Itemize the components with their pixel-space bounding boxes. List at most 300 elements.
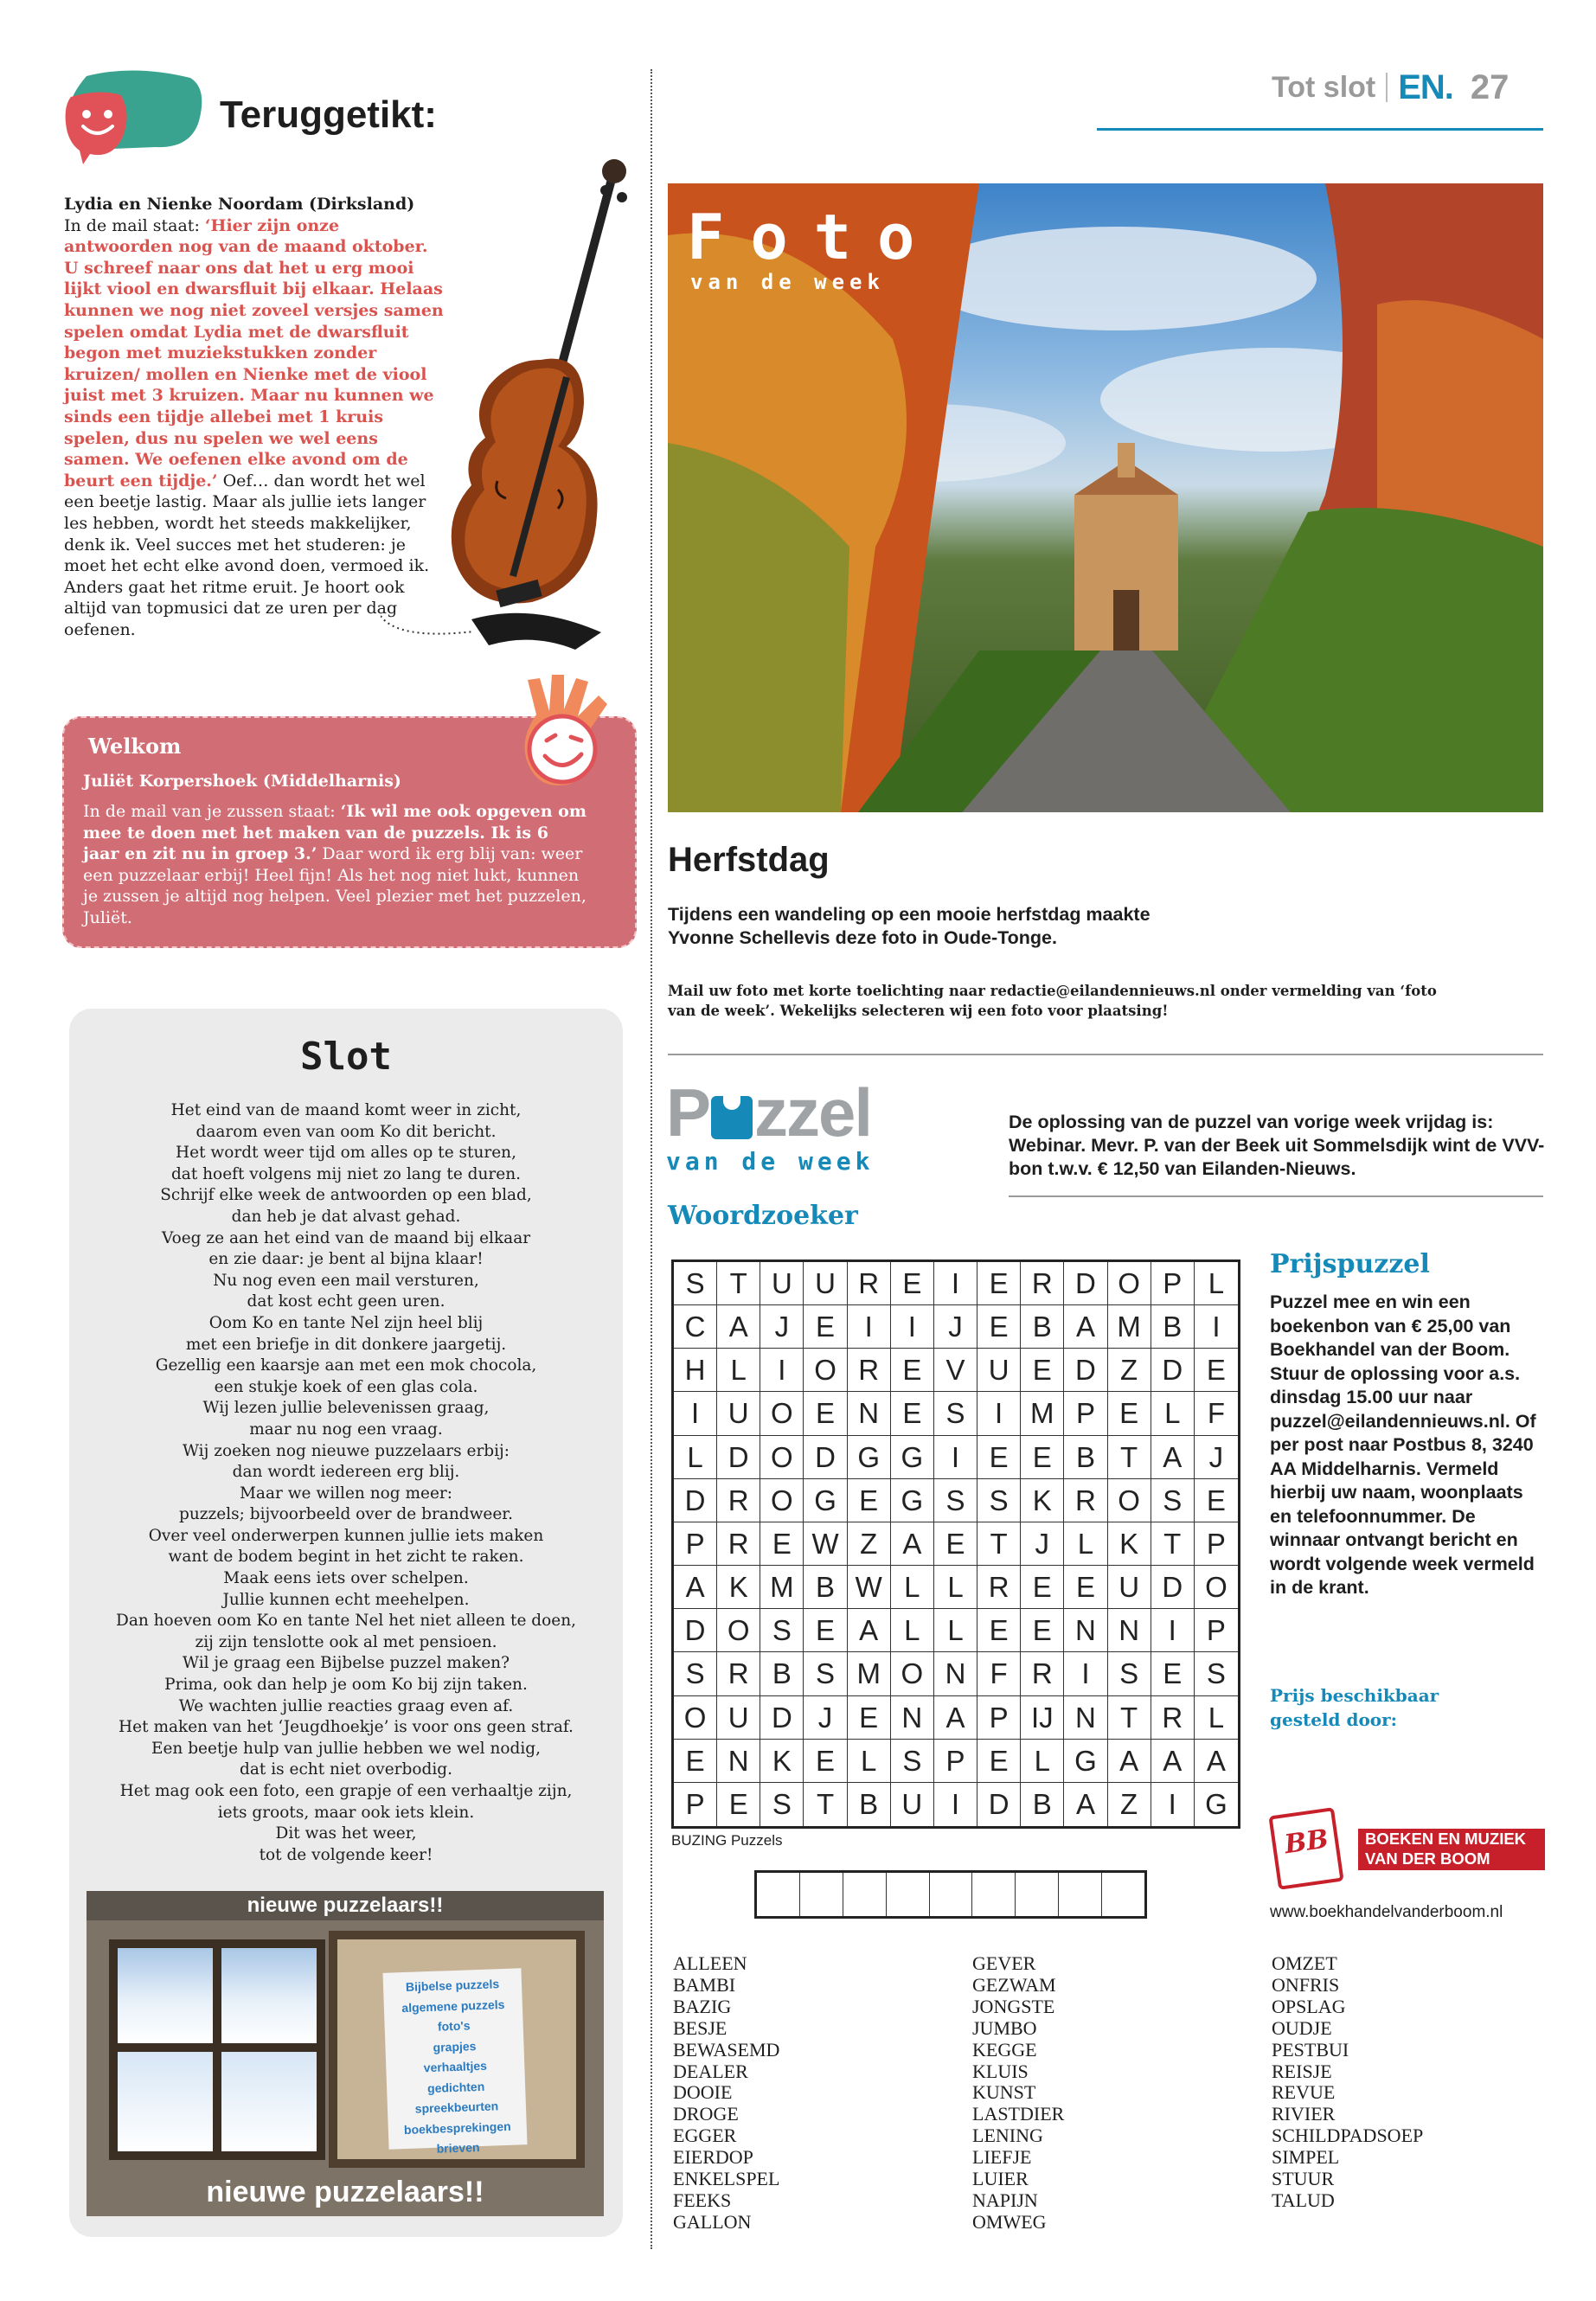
grid-cell[interactable]: L <box>1064 1522 1107 1566</box>
grid-cell[interactable]: E <box>1195 1479 1238 1522</box>
grid-cell[interactable]: I <box>760 1349 804 1392</box>
word-list-item: TALUD <box>1272 2189 1335 2211</box>
grid-cell[interactable]: E <box>848 1696 891 1740</box>
word-list-item: GEVER <box>972 1952 1036 1974</box>
grid-cell[interactable]: E <box>848 1479 891 1522</box>
poem-line: dat hoeft volgens mij niet zo lang te duren. <box>170 1164 522 1183</box>
slot-poem <box>69 1100 623 1866</box>
grid-cell[interactable]: U <box>1108 1566 1151 1609</box>
grid-cell[interactable]: R <box>1021 1652 1064 1695</box>
grid-cell[interactable]: D <box>804 1436 847 1479</box>
grid-cell[interactable]: A <box>1064 1783 1107 1826</box>
grid-cell[interactable]: E <box>977 1305 1021 1349</box>
grid-cell[interactable]: A <box>1064 1305 1107 1349</box>
board-header: nieuwe puzzelaars!! <box>87 1891 604 1920</box>
prijspuzzel-title: Prijspuzzel <box>1270 1249 1430 1279</box>
word-list-item: GALLON <box>673 2210 752 2233</box>
word-list-item: LENING <box>972 2125 1043 2147</box>
grid-cell[interactable]: P <box>1151 1262 1195 1305</box>
grid-cell[interactable]: E <box>891 1262 934 1305</box>
sponsor-label: Prijs beschikbaar gesteld door: <box>1270 1685 1439 1730</box>
letter-reply: Oef… dan wordt het wel een beetje lastig. Maar als jullie iets langer les hebben, wordt het steeds makkelijker, denk ik. Veel succes met het studeren: je moet het echt elke avond doen, vermoed ik. Anders gaat het ritme eruit. Je hoort ook altijd van topmusici dat ze uren per dag oefenen. <box>64 471 430 639</box>
grid-cell[interactable]: R <box>1021 1262 1064 1305</box>
grid-cell[interactable]: E <box>804 1609 847 1652</box>
grid-cell[interactable]: N <box>1064 1609 1107 1652</box>
poem-line: Jullie kunnen echt meehelpen. <box>222 1590 470 1609</box>
grid-cell[interactable]: D <box>977 1783 1021 1826</box>
grid-cell[interactable]: O <box>1108 1479 1151 1522</box>
word-list-item: LUIER <box>972 2168 1029 2190</box>
word-list-item: ALLEEN <box>673 1952 747 1974</box>
grid-cell[interactable]: U <box>717 1392 760 1435</box>
grid-cell[interactable]: E <box>1151 1652 1195 1695</box>
grid-cell[interactable]: E <box>1021 1436 1064 1479</box>
poem-line: tot de volgende keer! <box>259 1845 433 1864</box>
poem-line: dat kost echt geen uren. <box>247 1292 445 1311</box>
grid-cell[interactable]: O <box>717 1609 760 1652</box>
welkom-who: Juliët Korpershoek (Middelharnis) <box>83 772 401 791</box>
grid-cell[interactable]: Z <box>1108 1349 1151 1392</box>
grid-cell[interactable]: N <box>934 1652 977 1695</box>
grid-cell[interactable]: D <box>674 1479 717 1522</box>
grid-cell[interactable]: C <box>674 1305 717 1349</box>
burlap-board <box>329 1931 585 2168</box>
grid-cell[interactable]: W <box>804 1522 847 1566</box>
grid-cell[interactable]: R <box>717 1652 760 1695</box>
grid-cell[interactable]: E <box>977 1609 1021 1652</box>
grid-cell[interactable]: I <box>891 1305 934 1349</box>
poem-line: Het mag ook een foto, een grapje of een verhaaltje zijn, <box>119 1782 573 1800</box>
grid-cell[interactable]: O <box>760 1392 804 1435</box>
answer-boxes[interactable] <box>754 1870 1147 1919</box>
grid-cell[interactable]: F <box>1195 1392 1238 1435</box>
word-list-item: BAZIG <box>673 1995 732 2017</box>
grid-cell[interactable]: V <box>934 1349 977 1392</box>
grid-cell[interactable]: I <box>848 1305 891 1349</box>
grid-cell[interactable]: O <box>804 1349 847 1392</box>
board-note-line: algemene puzzels <box>401 1997 505 2015</box>
board-note-line: verhaaltjes <box>423 2058 488 2075</box>
puzzle-piece-icon <box>711 1096 753 1139</box>
answer-box[interactable] <box>887 1873 930 1916</box>
word-list-item: OMWEG <box>972 2210 1047 2233</box>
column-divider <box>651 69 652 2249</box>
grid-cell[interactable]: S <box>804 1652 847 1695</box>
teruggetikt-title: Teruggetikt: <box>220 93 437 136</box>
sponsor-line-2: VAN DER BOOM <box>1365 1849 1490 1868</box>
grid-cell[interactable]: P <box>1195 1522 1238 1566</box>
page-header <box>1272 66 1548 109</box>
woordzoeker-grid <box>671 1259 1240 1829</box>
sponsor-book-icon <box>1268 1807 1343 1890</box>
grid-cell[interactable]: E <box>804 1740 847 1783</box>
answer-box[interactable] <box>1059 1873 1102 1916</box>
speech-bubble-icon <box>61 69 208 164</box>
grid-cell[interactable]: P <box>977 1696 1021 1740</box>
grid-cell[interactable]: N <box>1064 1696 1107 1740</box>
word-list-item: DEALER <box>673 2060 748 2082</box>
poem-line: Oom Ko en tante Nel zijn heel blij <box>208 1313 484 1332</box>
grid-cell[interactable]: Z <box>848 1522 891 1566</box>
grid-cell[interactable]: L <box>934 1609 977 1652</box>
poem-line: Nu nog even een mail versturen, <box>213 1271 479 1290</box>
grid-cell[interactable]: A <box>934 1696 977 1740</box>
grid-cell[interactable]: E <box>934 1522 977 1566</box>
puzzel-logo <box>666 1074 908 1176</box>
word-list-item: NAPIJN <box>972 2189 1038 2211</box>
grid-cell[interactable]: O <box>891 1652 934 1695</box>
grid-cell[interactable]: A <box>891 1522 934 1566</box>
grid-cell[interactable]: E <box>717 1783 760 1826</box>
grid-cell[interactable]: E <box>977 1262 1021 1305</box>
poem-line: Over veel onderwerpen kunnen jullie iets maken <box>148 1526 544 1545</box>
poem-line: Schrijf elke week de antwoorden op een blad, <box>160 1186 532 1205</box>
nieuwe-puzzelaars-image <box>87 1891 604 2216</box>
grid-cell[interactable]: G <box>1205 1787 1227 1820</box>
grid-cell[interactable]: D <box>1151 1349 1195 1392</box>
grid-cell[interactable]: I <box>1151 1783 1195 1826</box>
word-list-item: SCHILDPADSOEP <box>1272 2125 1424 2147</box>
grid-cell[interactable]: L <box>1021 1740 1064 1783</box>
prijspuzzel-text: Puzzel mee en win een boekenbon van € 25,00 van Boekhandel van der Boom. Stuur de oplossing voor a.s. dinsdag 15.00 uur naar puzzel@eilandennieuws.nl. Of per post naar Postbus 8, 3240 AA Middelharnis. Vermeld hierbij uw naam, woonplaats en telefoonnummer. De winnaar ontvangt bericht en wordt volgende week vermeld in de krant. <box>1270 1292 1536 1598</box>
word-list-item: LASTDIER <box>972 2103 1065 2125</box>
word-list-item: SIMPEL <box>1272 2146 1340 2169</box>
grid-cell[interactable]: W <box>848 1566 891 1609</box>
grid-cell[interactable]: M <box>760 1566 804 1609</box>
word-list-item: ONFRIS <box>1272 1973 1340 1996</box>
poem-line: en zie daar: je bent al bijna klaar! <box>208 1250 484 1269</box>
grid-cell[interactable]: R <box>848 1262 891 1305</box>
grid-cell[interactable]: A <box>1151 1436 1195 1479</box>
grid-cell[interactable]: G <box>891 1479 934 1522</box>
grid-cell[interactable]: L <box>717 1349 760 1392</box>
word-list-item: STUUR <box>1272 2168 1335 2190</box>
grid-cell[interactable]: IJ <box>1021 1696 1064 1740</box>
grid-cell[interactable]: G <box>804 1479 847 1522</box>
dotted-connector <box>381 614 476 649</box>
grid-cell[interactable]: M <box>1108 1305 1151 1349</box>
puzzel-logo-pre: P <box>666 1074 710 1150</box>
grid-cell[interactable]: B <box>1021 1783 1064 1826</box>
grid-cell[interactable]: E <box>804 1392 847 1435</box>
board-footer: nieuwe puzzelaars!! <box>206 2176 484 2208</box>
grid-cell[interactable]: K <box>1108 1522 1151 1566</box>
word-list-item: REVUE <box>1272 2081 1336 2104</box>
grid-cell[interactable]: O <box>1195 1566 1238 1609</box>
grid-cell[interactable]: N <box>717 1740 760 1783</box>
puzzel-credit: BUZING Puzzels <box>671 1832 783 1849</box>
grid-cell[interactable]: T <box>1108 1696 1151 1740</box>
grid-cell[interactable]: O <box>674 1696 717 1740</box>
grid-cell[interactable]: E <box>1021 1609 1064 1652</box>
sponsor-line-1: BOEKEN EN MUZIEK <box>1365 1830 1527 1848</box>
grid-cell[interactable]: S <box>1108 1652 1151 1695</box>
grid-cell[interactable]: P <box>674 1783 717 1826</box>
grid-cell[interactable]: U <box>717 1696 760 1740</box>
poem-line: puzzels; bijvoorbeeld over de brandweer. <box>179 1505 513 1524</box>
grid-cell[interactable]: B <box>804 1566 847 1609</box>
grid-cell[interactable]: R <box>1151 1696 1195 1740</box>
grid-cell[interactable]: D <box>1064 1349 1107 1392</box>
poem-line: Een beetje hulp van jullie hebben we wel nodig, <box>151 1739 542 1758</box>
word-list-item: RIVIER <box>1272 2103 1336 2125</box>
poem-line: Dit was het weer, <box>275 1824 417 1843</box>
board-note-line: brieven <box>436 2140 480 2156</box>
answer-box[interactable] <box>1016 1873 1059 1916</box>
letter-intro: In de mail staat: <box>64 215 205 235</box>
grid-cell[interactable]: U <box>804 1262 847 1305</box>
letter-sender: Lydia en Nienke Noordam (Dirksland) <box>64 195 415 214</box>
grid-cell[interactable]: I <box>934 1262 977 1305</box>
poem-line: Dan hoeven oom Ko en tante Nel het niet alleen te doen, <box>115 1612 577 1631</box>
sponsor-logo-letters: BB <box>1282 1823 1330 1861</box>
sponsor-logo <box>1270 1811 1545 1874</box>
word-list-item: PESTBUI <box>1272 2038 1349 2061</box>
grid-cell[interactable]: N <box>848 1392 891 1435</box>
poem-line: dan wordt iedereen erg blij. <box>232 1463 460 1482</box>
hand-smiley-icon <box>502 671 631 801</box>
word-list-col-1 <box>673 1953 779 2234</box>
grid-cell[interactable]: E <box>1108 1392 1151 1435</box>
answer-box[interactable] <box>843 1873 887 1916</box>
grid-cell[interactable]: A <box>848 1609 891 1652</box>
grid-cell[interactable]: G <box>1064 1740 1107 1783</box>
word-list-col-3 <box>1272 1953 1423 2212</box>
word-list-item: REISJE <box>1272 2060 1332 2082</box>
grid-cell[interactable]: I <box>674 1392 717 1435</box>
grid-cell[interactable]: N <box>1108 1609 1151 1652</box>
grid-cell[interactable]: E <box>674 1740 717 1783</box>
grid-cell[interactable]: B <box>760 1652 804 1695</box>
grid-cell[interactable]: J <box>1195 1436 1238 1479</box>
grid-cell[interactable]: M <box>1021 1392 1064 1435</box>
grid-cell[interactable]: E <box>1021 1349 1064 1392</box>
grid-cell[interactable]: E <box>1195 1349 1238 1392</box>
grid-cell[interactable]: E <box>804 1305 847 1349</box>
word-list-col-2 <box>972 1953 1064 2234</box>
grid-cell[interactable]: R <box>977 1566 1021 1609</box>
grid-cell[interactable]: D <box>1064 1262 1107 1305</box>
grid-cell[interactable]: S <box>760 1609 804 1652</box>
grid-cell[interactable]: T <box>717 1262 760 1305</box>
grid-cell[interactable]: L <box>934 1566 977 1609</box>
welkom-quote: ‘Ik wil me ook opgeven om mee te doen met het maken van de puzzels. Ik is 6 jaar en zit nu in groep 3.’ <box>83 802 586 863</box>
letter-quote: ‘Hier zijn onze antwoorden nog van de maand oktober. U schreef naar ons dat het u erg mooi lijkt viool en dwarsfluit bij elkaar. Helaas kunnen we nog niet zoveel versjes samen spelen omdat Lydia met de dwarsfluit begon met muziekstukken zonder kruizen/ mollen en Nienke met de viool juist met 3 kruizen. Maar nu kunnen we sinds een tijdje allebei met 1 kruis spelen, dus nu spelen we wel eens samen. We oefenen elke avond om de beurt een tijdje.’ <box>64 215 444 490</box>
puzzel-type: Woordzoeker <box>668 1201 858 1231</box>
foto-caption: Tijdens een wandeling op een mooie herfstdag maakte Yvonne Schellevis deze foto in Oude-Tonge. <box>668 904 1151 948</box>
grid-cell[interactable]: J <box>1021 1522 1064 1566</box>
poem-line: met een briefje in dit donkere jaargetij. <box>185 1335 507 1354</box>
grid-cell[interactable]: U <box>891 1783 934 1826</box>
grid-cell[interactable]: S <box>977 1479 1021 1522</box>
word-list-item: OMZET <box>1272 1952 1337 1974</box>
grid-cell[interactable]: D <box>760 1696 804 1740</box>
grid-cell[interactable]: R <box>717 1522 760 1566</box>
word-list-item: OPSLAG <box>1272 1995 1346 2017</box>
grid-cell[interactable]: O <box>760 1479 804 1522</box>
grid-cell[interactable]: R <box>717 1479 760 1522</box>
grid-cell[interactable]: B <box>1021 1305 1064 1349</box>
answer-box[interactable] <box>930 1873 973 1916</box>
grid-cell[interactable]: I <box>1195 1305 1238 1349</box>
foto-overlay-title: Foto <box>687 201 941 273</box>
brand-logo: EN. <box>1398 67 1453 106</box>
violin-image <box>437 152 636 654</box>
grid-cell[interactable]: L <box>1195 1262 1238 1305</box>
board-note-line: foto's <box>437 2018 471 2034</box>
word-list-item: BEWASEMD <box>673 2038 780 2061</box>
word-list-item: EIERDOP <box>673 2146 753 2169</box>
grid-cell[interactable]: E <box>891 1392 934 1435</box>
grid-cell[interactable]: S <box>1151 1479 1195 1522</box>
word-list-item: BESJE <box>673 2016 727 2039</box>
slot-title: Slot <box>300 1035 392 1079</box>
grid-cell[interactable]: B <box>848 1783 891 1826</box>
grid-cell[interactable]: R <box>1064 1479 1107 1522</box>
foto-van-de-week-image <box>668 183 1543 812</box>
grid-cell[interactable]: K <box>717 1566 760 1609</box>
grid-cell[interactable]: K <box>1021 1479 1064 1522</box>
poem-line: Wij zoeken nog nieuwe puzzelaars erbij: <box>182 1441 510 1460</box>
puzzel-logo-post: zzel <box>754 1074 872 1150</box>
solution-rule <box>1009 1195 1543 1197</box>
grid-cell[interactable]: T <box>977 1522 1021 1566</box>
grid-cell[interactable]: E <box>1021 1566 1064 1609</box>
grid-cell[interactable]: A <box>674 1566 717 1609</box>
welkom-reply: Daar word ik erg blij van: weer een puzzelaar erbij! Heel fijn! Als het nog niet lukt, kunnen je zussen je altijd nog helpen. Veel plezier met het puzzelen, Juliët. <box>83 844 586 927</box>
grid-cell[interactable]: I <box>1151 1609 1195 1652</box>
grid-cell[interactable]: A <box>1108 1740 1151 1783</box>
grid-cell[interactable]: J <box>934 1305 977 1349</box>
answer-box[interactable] <box>800 1873 843 1916</box>
header-rule <box>1097 128 1543 131</box>
grid-cell[interactable]: T <box>1151 1522 1195 1566</box>
grid-cell[interactable]: I <box>934 1436 977 1479</box>
board-note-line: grapjes <box>433 2038 477 2054</box>
grid-cell[interactable]: L <box>1151 1392 1195 1435</box>
grid-cell[interactable]: P <box>934 1740 977 1783</box>
board-note-line: spreekbeurten <box>414 2099 499 2116</box>
answer-box[interactable] <box>757 1873 800 1916</box>
grid-cell[interactable]: T <box>804 1783 847 1826</box>
sponsor-url[interactable]: www.boekhandelvanderboom.nl <box>1270 1903 1503 1921</box>
answer-box[interactable] <box>972 1873 1016 1916</box>
grid-cell[interactable]: P <box>1064 1392 1107 1435</box>
grid-cell[interactable]: S <box>934 1392 977 1435</box>
grid-cell[interactable]: O <box>760 1436 804 1479</box>
grid-cell[interactable]: S <box>760 1783 804 1826</box>
grid-cell[interactable]: B <box>1151 1305 1195 1349</box>
foto-submit-note: Mail uw foto met korte toelichting naar redactie@eilandennieuws.nl onder vermelding van ‘foto van de week’. Wekelijks selecteren wij een foto voor plaatsing! <box>668 983 1437 1019</box>
board-note-line: Bijbelse puzzels <box>405 1977 500 1994</box>
word-list-item: ENKELSPEL <box>673 2168 780 2190</box>
grid-cell[interactable]: Z <box>1108 1783 1151 1826</box>
grid-cell[interactable]: L <box>848 1740 891 1783</box>
section-label: Tot slot <box>1272 70 1376 104</box>
window-image <box>109 1939 325 2160</box>
grid-cell[interactable]: E <box>977 1436 1021 1479</box>
word-list-item: JONGSTE <box>972 1995 1055 2017</box>
grid-cell[interactable]: L <box>674 1436 717 1479</box>
poem-line: Maar we willen nog meer: <box>239 1484 452 1503</box>
sponsor-name <box>1358 1829 1545 1870</box>
grid-cell[interactable]: D <box>1151 1566 1195 1609</box>
word-list-item: EGGER <box>673 2125 737 2147</box>
grid-cell[interactable]: H <box>674 1349 717 1392</box>
grid-cell[interactable]: J <box>804 1696 847 1740</box>
answer-box[interactable] <box>1102 1873 1144 1916</box>
grid-cell[interactable]: I <box>977 1392 1021 1435</box>
word-list-item: KEGGE <box>972 2038 1037 2061</box>
grid-cell[interactable]: F <box>977 1652 1021 1695</box>
grid-cell[interactable]: A <box>1151 1740 1195 1783</box>
grid-cell[interactable]: I <box>1064 1652 1107 1695</box>
grid-cell[interactable]: S <box>891 1740 934 1783</box>
grid-cell[interactable]: S <box>934 1479 977 1522</box>
grid-cell[interactable]: J <box>760 1305 804 1349</box>
grid-cell[interactable]: L <box>891 1609 934 1652</box>
poem-line: iets groots, maar ook iets klein. <box>217 1803 475 1822</box>
grid-cell[interactable]: B <box>1064 1436 1107 1479</box>
grid-cell[interactable]: L <box>891 1566 934 1609</box>
puzzel-solution: De oplossing van de puzzel van vorige week vrijdag is: Webinar. Mevr. P. van der Beek uit Sommelsdijk wint de VVV-bon t.w.v. € 12,50 van Eilanden-Nieuws. <box>1009 1112 1545 1179</box>
grid-cell[interactable]: U <box>760 1262 804 1305</box>
board-note-line: gedichten <box>426 2079 485 2095</box>
grid-cell[interactable]: G <box>891 1436 934 1479</box>
welkom-title: Welkom <box>88 734 182 759</box>
grid-cell[interactable]: M <box>848 1652 891 1695</box>
foto-title: Herfstdag <box>668 841 830 879</box>
letter-text <box>64 194 445 640</box>
poem-line: Wil je graag een Bijbelse puzzel maken? <box>183 1654 510 1673</box>
grid-cell[interactable]: U <box>977 1349 1021 1392</box>
grid-cell[interactable]: E <box>1064 1566 1107 1609</box>
grid-cell[interactable]: S <box>674 1652 717 1695</box>
grid-cell[interactable]: T <box>1108 1436 1151 1479</box>
grid-cell[interactable]: O <box>1108 1262 1151 1305</box>
poem-line: daarom even van oom Ko dit bericht. <box>195 1122 497 1141</box>
grid-cell[interactable]: L <box>1195 1696 1238 1740</box>
poem-line: dan heb je dat alvast gehad. <box>231 1207 461 1226</box>
poem-line: We wachten jullie reacties graag even af. <box>178 1696 514 1715</box>
grid-cell[interactable]: S <box>674 1262 717 1305</box>
grid-cell[interactable]: E <box>977 1740 1021 1783</box>
poem-line: maar nu nog een vraag. <box>249 1420 443 1439</box>
word-list-item: DROGE <box>673 2103 739 2125</box>
grid-cell[interactable]: E <box>891 1349 934 1392</box>
grid-cell[interactable]: A <box>717 1305 760 1349</box>
board-note <box>382 1968 527 2156</box>
grid-cell[interactable]: N <box>891 1696 934 1740</box>
word-list-item: OUDJE <box>1272 2016 1332 2039</box>
word-list-item: JUMBO <box>972 2016 1037 2039</box>
grid-cell[interactable]: A <box>1195 1740 1238 1783</box>
grid-cell[interactable]: S <box>1195 1652 1238 1695</box>
poem-line: dat is echt niet overbodig. <box>240 1760 452 1779</box>
grid-cell[interactable]: E <box>760 1522 804 1566</box>
word-list-item: KUNST <box>972 2081 1036 2104</box>
grid-cell[interactable]: D <box>717 1436 760 1479</box>
grid-cell[interactable]: I <box>934 1783 977 1826</box>
grid-cell[interactable]: K <box>760 1740 804 1783</box>
poem-line: Het maken van het ‘Jeugdhoekje’ is voor ons geen straf. <box>119 1718 574 1737</box>
grid-cell[interactable]: D <box>674 1609 717 1652</box>
grid-cell[interactable]: P <box>674 1522 717 1566</box>
word-list-item: LIEFJE <box>972 2146 1032 2169</box>
grid-cell[interactable]: R <box>848 1349 891 1392</box>
grid-cell[interactable]: P <box>1195 1609 1238 1652</box>
grid-cell[interactable]: G <box>848 1436 891 1479</box>
